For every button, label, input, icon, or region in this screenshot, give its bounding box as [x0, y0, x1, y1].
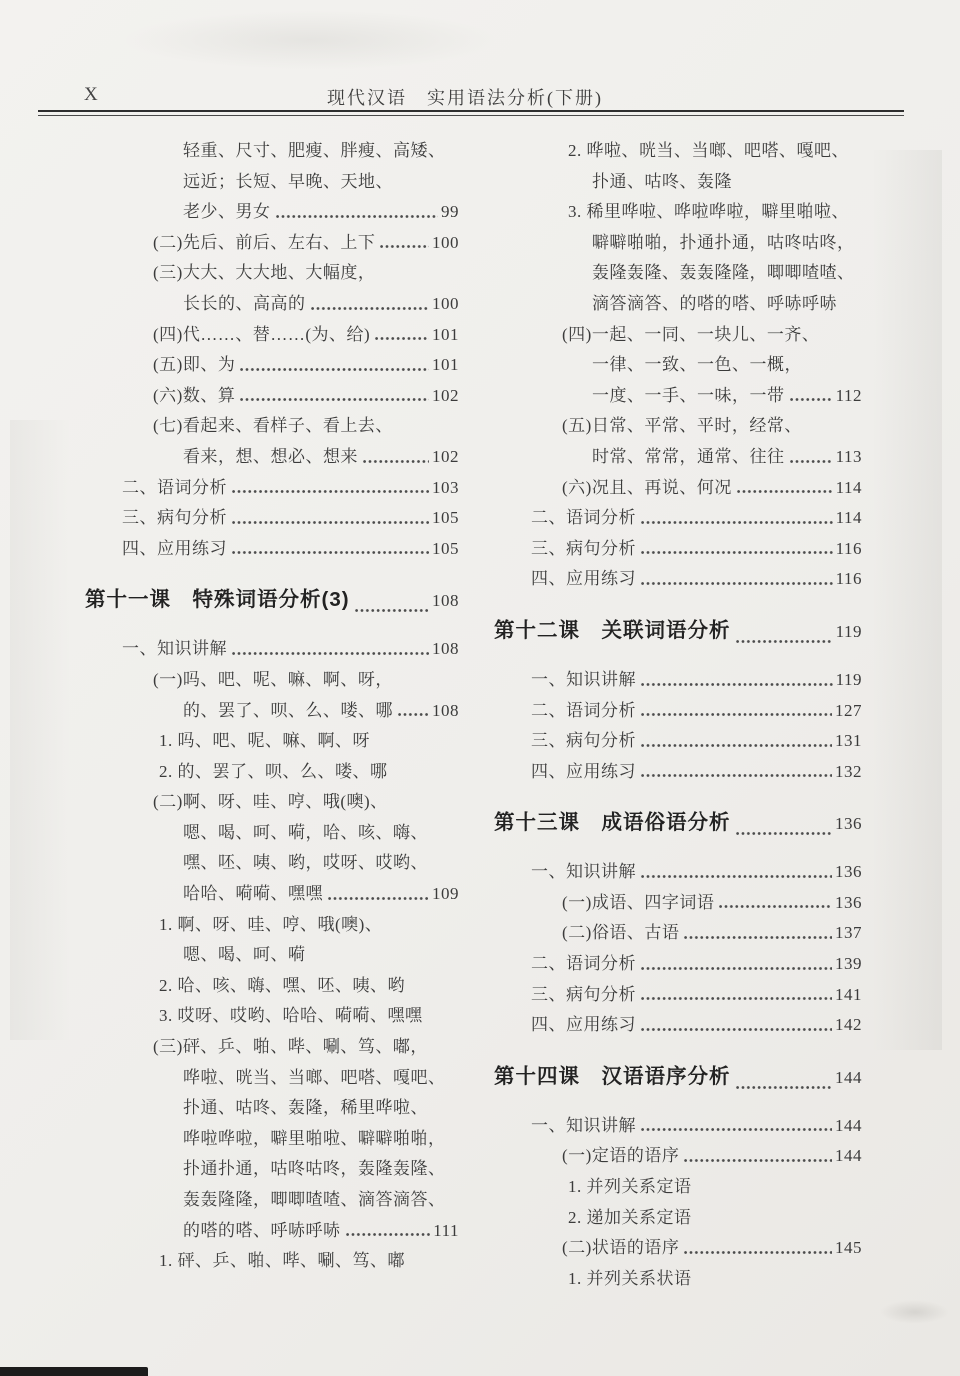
entry-page-number: 136 — [835, 814, 862, 834]
toc-entry — [494, 1172, 862, 1203]
toc-entry — [85, 818, 459, 849]
toc-entry — [85, 258, 459, 289]
entry-text: 远近；长短、早晚、天地、 — [183, 171, 393, 191]
toc-entry — [85, 879, 459, 910]
entry-text: (一)定语的语序 — [562, 1146, 680, 1166]
entry-text: 三、病句分析 — [531, 538, 636, 558]
entry-text: 扑通扑通，咕咚咕咚，轰隆轰隆、 — [183, 1159, 446, 1179]
entry-page-number: 131 — [835, 731, 862, 751]
entry-text: 四、应用练习 — [122, 538, 227, 558]
entry-text: 轻重、尺寸、肥瘦、胖瘦、高矮、 — [183, 141, 446, 160]
toc-entry — [85, 1216, 459, 1247]
entry-page-number: 114 — [835, 508, 862, 528]
entry-text: 1. 砰、乒、啪、哔、唰、笃、嘟 — [159, 1251, 405, 1271]
dot-leader — [641, 743, 832, 748]
dot-leader — [240, 367, 429, 372]
entry-text: 的嗒的嗒、呼哧呼哧 — [183, 1220, 341, 1240]
dot-leader — [328, 896, 429, 901]
toc-entry — [494, 473, 862, 504]
entry-text: 看来，想、想必、想来 — [183, 446, 358, 466]
toc-entry — [494, 534, 862, 565]
dot-leader — [736, 831, 833, 836]
entry-page-number: 109 — [432, 884, 459, 904]
toc-entry — [85, 1154, 459, 1185]
toc-entry — [494, 136, 862, 167]
entry-text: 1. 吗、吧、呢、嘛、啊、呀 — [159, 731, 370, 751]
toc-entry — [494, 320, 862, 351]
dot-leader — [641, 520, 833, 525]
toc-entry — [494, 564, 862, 595]
entry-text: 2. 递加关系定语 — [568, 1207, 692, 1227]
toc-entry — [85, 971, 459, 1002]
toc-entry — [85, 726, 459, 757]
toc-entry — [85, 228, 459, 259]
entry-page-number: 137 — [835, 923, 862, 943]
toc-entry — [494, 503, 862, 534]
dot-leader — [684, 935, 832, 940]
entry-text: 长长的、高高的 — [183, 293, 306, 313]
toc-left-column — [85, 136, 459, 1277]
entry-page-number: 116 — [835, 569, 862, 589]
entry-text: 嗯、喝、呵、嗬 — [183, 945, 306, 965]
entry-text: 1. 并列关系定语 — [568, 1177, 692, 1197]
entry-text: 三、病句分析 — [122, 508, 227, 528]
entry-text: 老少、男女 — [183, 202, 271, 222]
toc-entry — [494, 665, 862, 696]
entry-text: 哗啦、咣当、当啷、吧嗒、嘎吧、 — [183, 1067, 446, 1087]
dot-leader — [355, 608, 429, 613]
toc-entry — [85, 910, 459, 941]
dot-leader — [641, 682, 833, 687]
entry-text: 滴答滴答、的嗒的嗒、呼哧呼哧 — [592, 293, 837, 313]
entry-page-number: 99 — [441, 202, 459, 222]
toc-lesson-entry — [494, 1055, 862, 1099]
entry-text: 一、知识讲解 — [122, 639, 227, 659]
dot-leader — [641, 581, 833, 586]
entry-page-number: 141 — [835, 984, 862, 1004]
toc-entry — [85, 787, 459, 818]
toc-entry — [85, 442, 459, 473]
entry-text: 一、知识讲解 — [531, 669, 636, 689]
entry-page-number: 144 — [835, 1067, 862, 1087]
entry-text: (一)吗、吧、呢、嘛、啊、呀， — [153, 669, 393, 689]
entry-page-number: 145 — [835, 1238, 862, 1258]
entry-page-number: 111 — [433, 1220, 459, 1240]
dot-leader — [790, 459, 833, 464]
toc-entry — [85, 848, 459, 879]
toc-entry — [494, 1141, 862, 1172]
entry-text: 1. 并列关系状语 — [568, 1268, 692, 1288]
entry-text: (一)成语、四字词语 — [562, 892, 715, 912]
entry-text: 二、语词分析 — [531, 954, 636, 974]
entry-text: 哈哈、嗬嗬、嘿嘿 — [183, 884, 323, 904]
toc-entry — [85, 757, 459, 788]
dot-leader — [736, 1085, 833, 1090]
toc-entry — [85, 1093, 459, 1124]
dot-leader — [363, 459, 429, 464]
toc-right-column — [494, 136, 862, 1294]
entry-text: 2. 哗啦、咣当、当啷、吧嗒、嘎吧、 — [568, 141, 849, 160]
toc-entry — [494, 1264, 862, 1295]
toc-entry — [85, 1124, 459, 1155]
entry-text: 2. 的、罢了、呗、么、喽、哪 — [159, 761, 388, 781]
entry-text: (五)日常、平常、平时，经常、 — [562, 416, 802, 436]
entry-page-number: 114 — [835, 477, 862, 497]
toc-entry — [494, 258, 862, 289]
entry-text: 三、病句分析 — [531, 731, 636, 751]
dot-leader — [375, 336, 429, 341]
entry-page-number: 108 — [432, 700, 459, 720]
scan-edge-artifact — [0, 1367, 148, 1376]
entry-page-number: 105 — [432, 508, 459, 528]
entry-text: (六)数、算 — [153, 385, 236, 405]
entry-text: 3. 稀里哗啦、哗啦哗啦，噼里啪啦、 — [568, 202, 849, 222]
toc-entry — [85, 696, 459, 727]
entry-text: (二)俗语、古语 — [562, 923, 680, 943]
entry-text: 四、应用练习 — [531, 569, 636, 589]
toc-lesson-entry — [85, 578, 459, 622]
entry-text: (二)啊、呀、哇、哼、哦(噢)、 — [153, 792, 388, 812]
toc-entry — [494, 980, 862, 1011]
entry-text: 第十一课 特殊词语分析(3) — [85, 588, 350, 612]
toc-entry — [85, 503, 459, 534]
entry-text: 一、知识讲解 — [531, 862, 636, 882]
entry-page-number: 100 — [432, 232, 459, 252]
entry-page-number: 119 — [835, 621, 862, 641]
entry-page-number: 132 — [835, 761, 862, 781]
entry-text: 的、罢了、呗、么、喽、哪 — [183, 700, 393, 720]
toc-entry — [85, 473, 459, 504]
entry-text: 第十二课 关联词语分析 — [494, 618, 731, 642]
dot-leader — [641, 712, 832, 717]
entry-page-number: 102 — [432, 385, 459, 405]
entry-text: 一、知识讲解 — [531, 1115, 636, 1135]
entry-page-number: 113 — [835, 446, 862, 466]
entry-page-number: 102 — [432, 446, 459, 466]
entry-page-number: 108 — [432, 591, 459, 611]
entry-text: 轰轰隆隆，唧唧喳喳、滴答滴答、 — [183, 1190, 446, 1209]
dot-leader — [232, 550, 429, 555]
dot-leader — [790, 397, 833, 402]
entry-text: 四、应用练习 — [531, 1015, 636, 1035]
toc-entry — [494, 289, 862, 320]
page-number-roman: X — [84, 84, 99, 105]
entry-text: (四)代……、替……(为、给) — [153, 324, 371, 344]
entry-page-number: 139 — [835, 954, 862, 974]
toc-entry — [85, 1001, 459, 1032]
entry-page-number: 108 — [432, 639, 459, 659]
entry-page-number: 144 — [835, 1115, 862, 1135]
scan-smudge — [880, 1300, 950, 1324]
entry-text: 时常、常常，通常、往往 — [592, 446, 785, 466]
dot-leader — [276, 214, 439, 219]
toc-entry — [494, 442, 862, 473]
entry-text: 嘿、呸、咦、哟，哎呀、哎哟、 — [183, 853, 428, 873]
toc-entry — [494, 228, 862, 259]
dot-leader — [311, 306, 430, 311]
entry-page-number: 101 — [432, 324, 459, 344]
entry-text: 二、语词分析 — [531, 700, 636, 720]
toc-entry — [85, 940, 459, 971]
entry-page-number: 101 — [432, 355, 459, 375]
dot-leader — [240, 397, 429, 402]
toc-entry — [494, 197, 862, 228]
entry-text: 2. 哈、咳、嗨、嘿、呸、咦、哟 — [159, 975, 405, 995]
entry-text: (三)砰、乒、啪、哔、唰、笃、嘟， — [153, 1037, 428, 1057]
dot-leader — [719, 904, 832, 909]
toc-entry — [85, 534, 459, 565]
entry-text: 哗啦哗啦，噼里啪啦、噼噼啪啪， — [183, 1128, 446, 1148]
entry-text: 扑通、咕咚、轰隆 — [592, 171, 732, 191]
toc-entry — [494, 1010, 862, 1041]
toc-entry — [85, 665, 459, 696]
entry-text: 3. 哎呀、哎哟、哈哈、嗬嗬、嘿嘿 — [159, 1006, 423, 1026]
dot-leader — [641, 773, 832, 778]
toc-entry — [494, 888, 862, 919]
entry-text: 第十三课 成语俗语分析 — [494, 811, 731, 835]
toc-entry — [494, 1233, 862, 1264]
toc-entry — [494, 1203, 862, 1234]
toc-lesson-entry — [494, 609, 862, 653]
entry-text: 一律、一致、一色、一概， — [592, 355, 802, 375]
entry-text: 一度、一手、一味，一带 — [592, 385, 785, 405]
entry-page-number: 100 — [432, 293, 459, 313]
dot-leader — [232, 520, 429, 525]
toc-entry — [85, 1246, 459, 1277]
entry-text: 扑通、咕咚、轰隆，稀里哗啦、 — [183, 1098, 428, 1118]
toc-entry — [494, 350, 862, 381]
entry-text: (三)大大、大大地、大幅度， — [153, 263, 376, 283]
entry-text: (六)况且、再说、何况 — [562, 477, 732, 497]
entry-text: 噼噼啪啪，扑通扑通，咕咚咕咚， — [592, 232, 855, 252]
toc-lesson-entry — [494, 801, 862, 845]
toc-entry — [494, 1111, 862, 1142]
entry-text: 二、语词分析 — [122, 477, 227, 497]
scan-smudge — [120, 10, 500, 70]
toc-entry — [494, 411, 862, 442]
toc-entry — [494, 726, 862, 757]
entry-page-number: 103 — [432, 477, 459, 497]
entry-text: (二)先后、前后、左右、上下 — [153, 232, 376, 252]
entry-text: 轰隆轰隆、轰轰隆隆，唧唧喳喳、 — [592, 263, 855, 283]
toc-entry — [494, 757, 862, 788]
toc-entry — [494, 381, 862, 412]
toc-entry — [494, 949, 862, 980]
entry-text: (七)看起来、看样子、看上去、 — [153, 416, 393, 436]
entry-page-number: 142 — [835, 1015, 862, 1035]
entry-page-number: 127 — [835, 700, 862, 720]
entry-text: 1. 啊、呀、哇、哼、哦(噢)、 — [159, 914, 383, 934]
entry-page-number: 119 — [835, 669, 862, 689]
dot-leader — [684, 1158, 832, 1163]
entry-page-number: 112 — [835, 385, 862, 405]
scan-smudge — [10, 420, 70, 1040]
entry-page-number: 116 — [835, 538, 862, 558]
running-header-title: 现代汉语 实用语法分析(下册) — [327, 88, 603, 108]
toc-entry — [85, 411, 459, 442]
toc-entry — [85, 136, 459, 167]
dot-leader — [232, 489, 429, 494]
entry-text: 第十四课 汉语语序分析 — [494, 1064, 731, 1088]
dot-leader — [398, 712, 429, 717]
dot-leader — [641, 874, 832, 879]
entry-text: (四)一起、一同、一块儿、一齐、 — [562, 324, 820, 344]
scan-smudge — [872, 150, 942, 1050]
dot-leader — [736, 639, 833, 644]
toc-entry — [494, 918, 862, 949]
toc-entry — [85, 320, 459, 351]
toc-entry — [85, 289, 459, 320]
toc-entry — [85, 350, 459, 381]
toc-entry — [85, 1032, 459, 1063]
entry-page-number: 105 — [432, 538, 459, 558]
entry-page-number: 136 — [835, 892, 862, 912]
dot-leader — [380, 244, 429, 249]
dot-leader — [641, 550, 833, 555]
entry-text: (五)即、为 — [153, 355, 236, 375]
toc-entry — [85, 1185, 459, 1216]
entry-text: 三、病句分析 — [531, 984, 636, 1004]
toc-entry — [85, 1063, 459, 1094]
dot-leader — [641, 1027, 832, 1032]
entry-text: (二)状语的语序 — [562, 1238, 680, 1258]
toc-entry — [494, 857, 862, 888]
dot-leader — [684, 1250, 832, 1255]
toc-entry — [85, 197, 459, 228]
toc-entry — [85, 381, 459, 412]
toc-entry — [85, 634, 459, 665]
toc-entry — [494, 167, 862, 198]
entry-page-number: 136 — [835, 862, 862, 882]
entry-page-number: 144 — [835, 1146, 862, 1166]
dot-leader — [641, 966, 832, 971]
dot-leader — [232, 651, 429, 656]
dot-leader — [737, 489, 833, 494]
toc-entry — [85, 167, 459, 198]
entry-text: 嗯、喝、呵、嗬，哈、咳、嗨、 — [183, 822, 428, 842]
dot-leader — [641, 996, 832, 1001]
dot-leader — [641, 1127, 832, 1132]
dot-leader — [346, 1232, 431, 1237]
header-double-rule — [38, 110, 904, 116]
entry-text: 四、应用练习 — [531, 761, 636, 781]
toc-entry — [494, 696, 862, 727]
entry-text: 二、语词分析 — [531, 508, 636, 528]
